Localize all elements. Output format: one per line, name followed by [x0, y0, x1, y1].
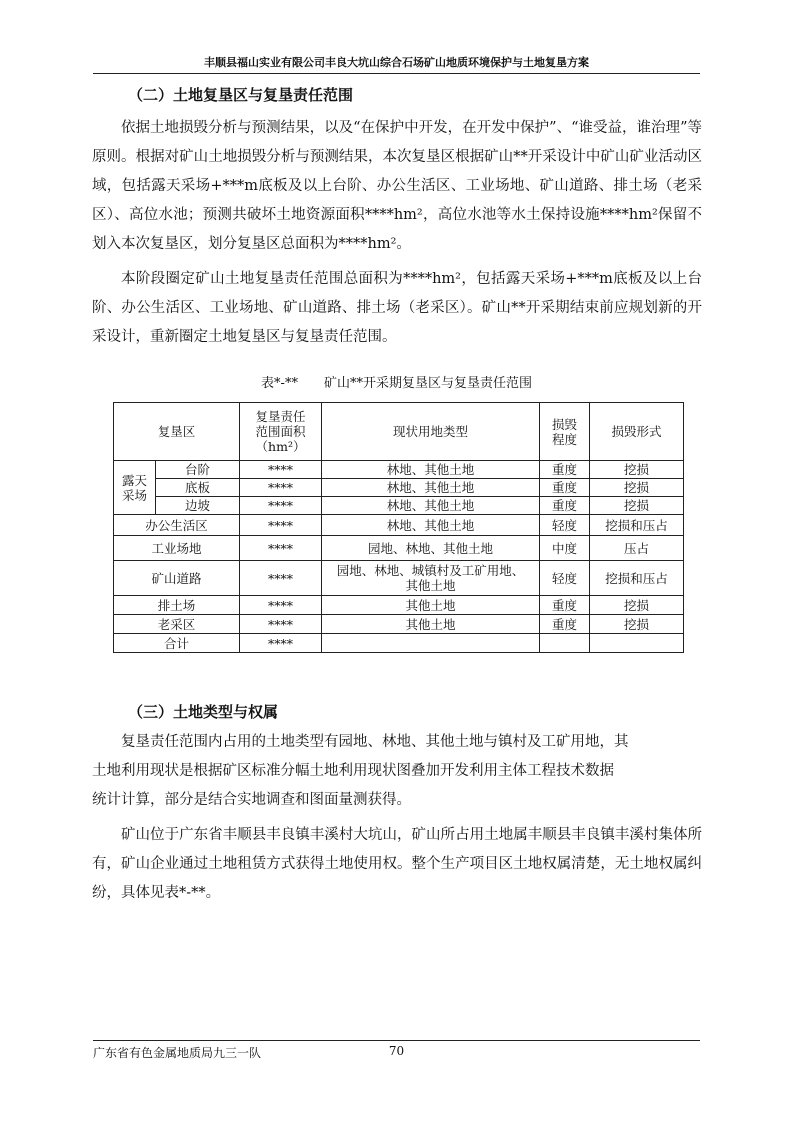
cell-landtype-line2: 其他土地: [405, 578, 456, 593]
cell-form: 挖损: [590, 461, 684, 479]
table-row: [114, 497, 684, 515]
header-area-line3: （hm²）: [255, 439, 306, 454]
cell-area: ****: [240, 561, 322, 596]
table-row: [114, 461, 684, 479]
cell-degree: 轻度: [540, 561, 590, 596]
header-degree-line1: 损毁: [552, 416, 578, 432]
cell-area: ****: [240, 515, 322, 536]
cell-area: ****: [240, 536, 322, 561]
table-row: [114, 479, 684, 497]
cell-zone: 老采区: [114, 615, 240, 634]
cell-landtype: 其他土地: [322, 596, 540, 615]
header-area: [240, 403, 322, 461]
cell-empty: [590, 634, 684, 653]
group-label-line1: 露天: [121, 472, 147, 488]
header-form: 损毁形式: [590, 403, 684, 461]
cell-area: ****: [240, 596, 322, 615]
cell-area: ****: [240, 497, 322, 515]
cell-zone: 矿山道路: [114, 561, 240, 596]
header-landtype: 现状用地类型: [322, 403, 540, 461]
cell-degree: 重度: [540, 479, 590, 497]
cell-landtype: [322, 561, 540, 596]
section2-paragraph-2: 本阶段圈定矿山土地复垦责任范围总面积为****hm²，包括露天采场+***m底板及以上台阶、办公生活区、工业场地、矿山道路、排土场（老采区）。矿山**开采期结束前应规划新的开采设计，重新圈定土地复垦区与复垦责任范围。: [92, 271, 702, 345]
cell-landtype: 林地、其他土地: [322, 497, 540, 515]
section3-para1-line3: 统计计算，部分是结合实地调查和图面量测获得。: [92, 792, 411, 808]
cell-degree: 重度: [540, 615, 590, 634]
cell-form: 挖损: [590, 497, 684, 515]
footer-rule: [93, 1040, 700, 1041]
cell-zone: 边坡: [156, 497, 240, 515]
cell-degree: 重度: [540, 596, 590, 615]
cell-landtype-line1: 园地、林地、城镇村及工矿用地、: [336, 563, 525, 578]
header-area-line1: 复垦责任: [255, 409, 306, 424]
section3-para1-line2: 土地利用现状是根据矿区标准分幅土地利用现状图叠加开发利用主体工程技术数据: [92, 763, 614, 779]
table-row: [114, 536, 684, 561]
cell-landtype: 园地、林地、其他土地: [322, 536, 540, 561]
table-caption: 表*-** 矿山**开采期复垦区与复垦责任范围: [261, 376, 532, 391]
section2-paragraph-1: 依据土地损毁分析与预测结果，以及“在保护中开发，在开发中保护”、“谁受益，谁治理”等原则。根据对矿山土地损毁分析与预测结果，本次复垦区根据矿山**开采设计中矿山矿业活动区域，包括露天采场+***m底板及以上台阶、办公生活区、工业场地、矿山道路、排土场（老采区）、高位水池；预测共破坏土地资源面积****hm²，高位水池等水土保持设施****hm²保留不划入本次复垦区，划分复垦区总面积为****hm²。: [92, 120, 702, 252]
cell-zone: 工业场地: [114, 536, 240, 561]
cell-landtype: 林地、其他土地: [322, 461, 540, 479]
cell-form: 挖损: [590, 615, 684, 634]
section3-paragraph-2: 矿山位于广东省丰顺县丰良镇丰溪村大坑山，矿山所占用土地属丰顺县丰良镇丰溪村集体所有，矿山企业通过土地租赁方式获得土地使用权。整个生产项目区土地权属清楚，无土地权属纠纷，具体见表*-**。: [92, 827, 702, 901]
cell-landtype: 林地、其他土地: [322, 479, 540, 497]
cell-landtype: 林地、其他土地: [322, 515, 540, 536]
table-row: [114, 515, 684, 536]
table-total-row: [114, 634, 684, 653]
cell-form: 挖损: [590, 479, 684, 497]
table-row: [114, 561, 684, 596]
header-rule: [93, 73, 700, 74]
group-label-open-pit: [114, 461, 156, 515]
cell-total-area: ****: [240, 634, 322, 653]
header-degree-line2: 程度: [552, 431, 578, 447]
cell-degree: 轻度: [540, 515, 590, 536]
cell-form: 挖损和压占: [590, 561, 684, 596]
cell-form: 挖损和压占: [590, 515, 684, 536]
section3-para1-line1: 复垦责任范围内占用的土地类型有园地、林地、其他土地与镇村及工矿用地，其: [121, 734, 629, 750]
cell-zone: 办公生活区: [114, 515, 240, 536]
header-area-line2: 范围面积: [255, 424, 306, 439]
table-header-row: [114, 403, 684, 461]
cell-empty: [540, 634, 590, 653]
section-heading-3: （三）土地类型与权属: [128, 703, 279, 721]
table-row: [114, 596, 684, 615]
cell-total-label: 合计: [114, 634, 240, 653]
reclamation-table: [113, 402, 684, 653]
cell-empty: [322, 634, 540, 653]
cell-area: ****: [240, 479, 322, 497]
cell-zone: 台阶: [156, 461, 240, 479]
cell-landtype: 其他土地: [322, 615, 540, 634]
header-degree: [540, 403, 590, 461]
cell-degree: 重度: [540, 497, 590, 515]
cell-area: ****: [240, 461, 322, 479]
page-number: 70: [388, 1044, 405, 1058]
cell-form: 压占: [590, 536, 684, 561]
cell-zone: 排土场: [114, 596, 240, 615]
section-heading-2: （二）土地复垦区与复垦责任范围: [128, 86, 354, 104]
header-zone: 复垦区: [114, 403, 240, 461]
cell-area: ****: [240, 615, 322, 634]
table-row: [114, 615, 684, 634]
document-header: 丰顺县福山实业有限公司丰良大坑山综合石场矿山地质环境保护与土地复垦方案: [204, 56, 589, 69]
group-label-line2: 采场: [121, 487, 147, 503]
section3-paragraph-1: [92, 728, 711, 815]
cell-degree: 重度: [540, 461, 590, 479]
cell-form: 挖损: [590, 596, 684, 615]
cell-degree: 中度: [540, 536, 590, 561]
footer-organization: 广东省有色金属地质局九三一队: [93, 1046, 262, 1060]
cell-zone: 底板: [156, 479, 240, 497]
